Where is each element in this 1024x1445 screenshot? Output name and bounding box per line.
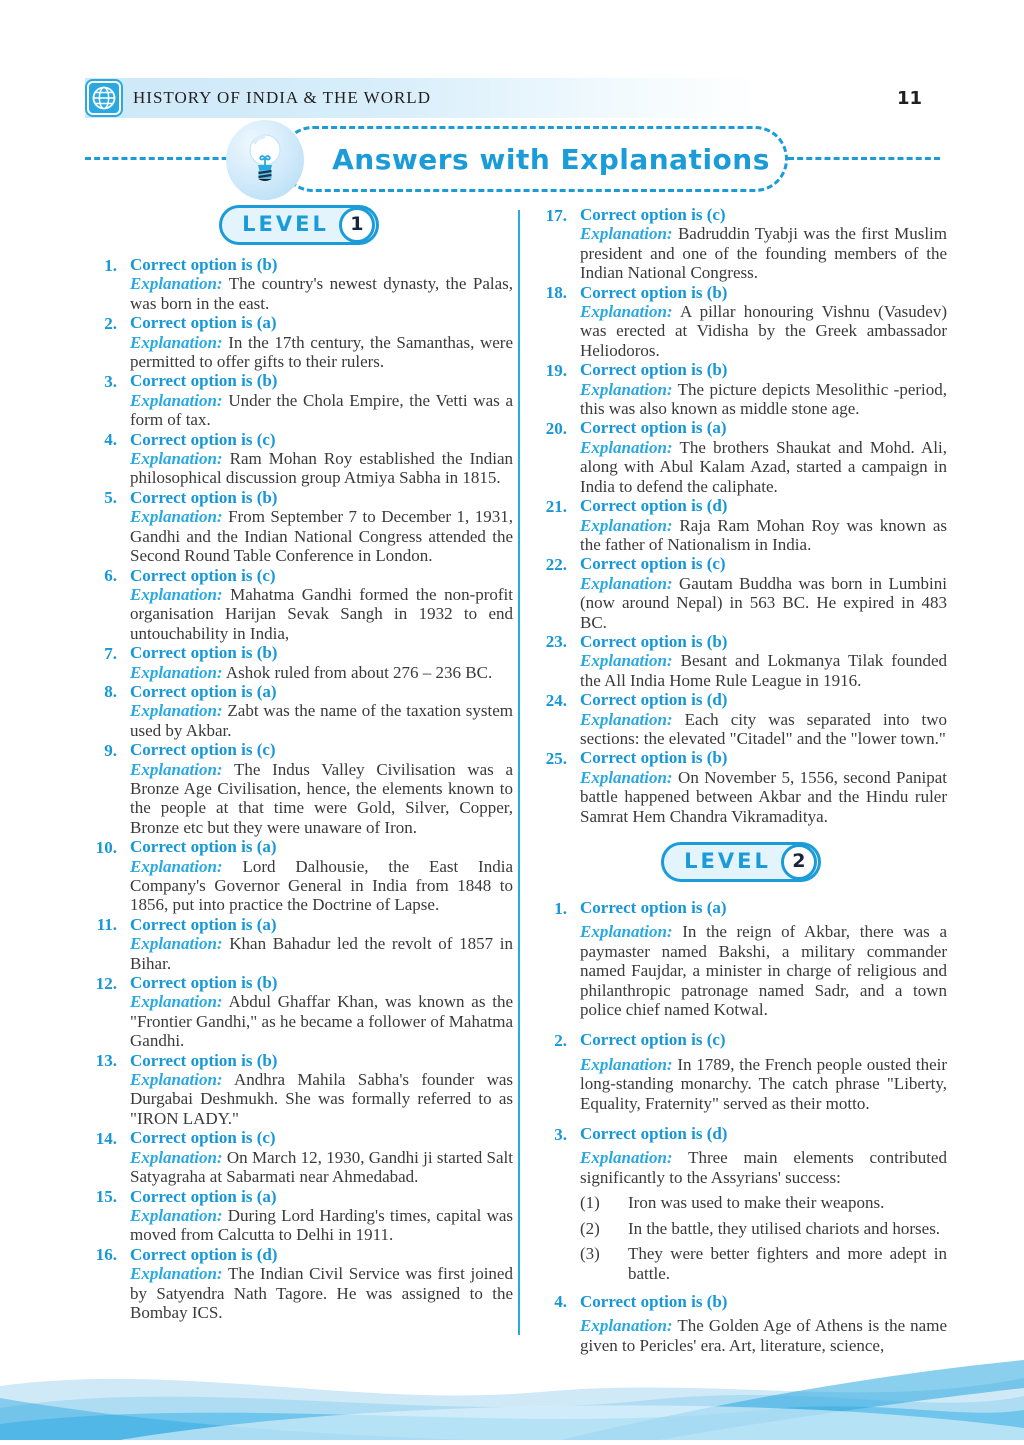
explanation-text: The Indus Valley Civilisation was a Bronze Age Civilisation, hence, the elements known to the people at that time were Gold, Silver, Copper, Bronze etc but they were unaware of Iron. xyxy=(130,759,513,837)
explanation-label: Explanation: xyxy=(130,390,223,410)
item-heading: Correct option is (b) xyxy=(580,1291,728,1311)
explanation-text: The country's newest dynasty, the Palas, was born in the east. xyxy=(130,274,513,313)
item-explanation xyxy=(130,585,513,643)
explanation-label: Explanation: xyxy=(580,709,673,729)
explanation-label: Explanation: xyxy=(130,274,223,294)
sub-point-text: They were better fighters and more adept in battle. xyxy=(628,1244,947,1283)
answer-item xyxy=(85,682,513,740)
answer-item xyxy=(535,554,947,632)
answer-item xyxy=(535,283,947,361)
item-number: 4. xyxy=(554,1292,567,1312)
item-explanation xyxy=(580,1148,947,1187)
answer-item xyxy=(85,1128,513,1186)
level-number-circle: 2 xyxy=(781,844,817,880)
item-explanation xyxy=(130,274,513,313)
explanation-label: Explanation: xyxy=(580,515,673,535)
level-number-circle: 1 xyxy=(339,207,375,243)
sub-point-marker: (3) xyxy=(580,1244,600,1264)
answer-item xyxy=(85,915,513,973)
level-1-badge xyxy=(85,205,513,245)
answers-list-level1-right xyxy=(535,205,947,826)
footer-wave-decoration xyxy=(0,1358,1024,1440)
item-explanation xyxy=(580,438,947,496)
explanation-text: The Golden Age of Athens is the name given to Pericles' era. Art, literature, science, xyxy=(580,1316,947,1355)
item-explanation xyxy=(130,934,513,973)
item-number: 7. xyxy=(104,643,117,663)
answer-item xyxy=(85,488,513,566)
explanation-text: Abdul Ghaffar Khan, was known as the "Frontier Gandhi," as he became a follower of Mahatma Gandhi. xyxy=(130,992,513,1051)
item-heading: Correct option is (b) xyxy=(580,631,728,651)
item-heading: Correct option is (c) xyxy=(130,1128,276,1148)
sub-point xyxy=(580,1219,947,1238)
explanation-text: Mahatma Gandhi formed the non-profit organisation Harijan Sevak Sangh in 1932 to end untouchability in India, xyxy=(130,584,513,643)
answer-item xyxy=(535,898,947,1021)
explanation-label: Explanation: xyxy=(580,437,673,457)
answer-item xyxy=(85,255,513,313)
answers-list-level1-left xyxy=(85,255,513,1322)
item-number: 12. xyxy=(95,973,117,993)
dashed-line-right xyxy=(788,157,940,160)
item-number: 4. xyxy=(104,430,117,450)
explanation-label: Explanation: xyxy=(130,934,223,954)
explanation-text: Ram Mohan Roy established the Indian philosophical discussion group Atmiya Sabha in 1815. xyxy=(130,449,514,488)
item-number: 8. xyxy=(104,682,117,702)
item-heading: Correct option is (a) xyxy=(130,914,277,934)
item-heading: Correct option is (a) xyxy=(130,313,277,333)
explanation-text: Gautam Buddha was born in Lumbini (now around Nepal) in 563 BC. He expired in 483 BC. xyxy=(580,573,947,632)
answer-item xyxy=(535,1030,947,1115)
item-explanation xyxy=(130,857,513,915)
item-heading: Correct option is (c) xyxy=(580,1030,726,1050)
item-number: 20. xyxy=(545,418,567,438)
level-label: LEVEL xyxy=(684,849,771,874)
answer-item xyxy=(85,371,513,429)
explanation-text: Each city was separated into two sections: the elevated "Citadel" and the "lower town." xyxy=(580,709,947,748)
item-explanation xyxy=(580,1055,947,1113)
page-number: 11 xyxy=(896,87,922,109)
item-explanation xyxy=(580,516,947,555)
item-heading: Correct option is (a) xyxy=(130,837,277,857)
explanation-text: A pillar honouring Vishnu (Vasudev) was erected at Vidisha by the Greek ambassador Heliodoros. xyxy=(580,302,948,360)
explanation-text: During Lord Harding's times, capital was moved from Calcutta to Delhi in 1911. xyxy=(130,1205,514,1245)
item-number: 17. xyxy=(545,205,567,225)
explanation-label: Explanation: xyxy=(130,759,223,779)
sub-point-marker: (2) xyxy=(580,1218,600,1238)
item-number: 3. xyxy=(554,1124,567,1144)
item-heading: Correct option is (b) xyxy=(130,973,278,993)
item-explanation xyxy=(580,302,947,360)
sub-point-text: Iron was used to make their weapons. xyxy=(628,1193,885,1213)
page-title: HISTORY OF INDIA & THE WORLD xyxy=(133,88,431,107)
explanation-label: Explanation: xyxy=(580,651,673,671)
explanation-label: Explanation: xyxy=(580,224,673,244)
explanation-text: Andhra Mahila Sabha's founder was Durgabai Deshmukh. She was formally referred to as "IRON LADY." xyxy=(130,1070,514,1128)
item-number: 11. xyxy=(96,915,117,935)
item-explanation xyxy=(130,1206,513,1245)
item-number: 1. xyxy=(554,898,567,918)
explanation-label: Explanation: xyxy=(130,332,223,352)
item-explanation xyxy=(130,333,513,372)
explanation-label: Explanation: xyxy=(580,1148,673,1168)
item-number: 25. xyxy=(545,748,567,768)
item-number: 1. xyxy=(104,255,117,275)
item-number: 22. xyxy=(545,554,567,574)
item-number: 15. xyxy=(95,1187,117,1206)
item-number: 21. xyxy=(545,496,567,516)
explanation-label: Explanation: xyxy=(130,992,223,1012)
item-explanation xyxy=(580,922,947,1019)
answer-item xyxy=(85,430,513,488)
item-heading: Correct option is (a) xyxy=(580,898,727,917)
explanation-label: Explanation: xyxy=(130,1205,223,1225)
item-heading: Correct option is (c) xyxy=(130,740,276,760)
explanation-text: On March 12, 1930, Gandhi ji started Salt Satyagraha at Sabarmati near Ahmedabad. xyxy=(130,1147,513,1187)
answer-item xyxy=(85,313,513,371)
answer-item xyxy=(85,740,513,837)
explanation-text: Badruddin Tyabji was the first Muslim president and one of the founding members of the Indian National Congress. xyxy=(580,224,947,283)
item-heading: Correct option is (b) xyxy=(130,1050,278,1070)
item-heading: Correct option is (b) xyxy=(580,360,728,380)
answer-item xyxy=(535,360,947,418)
item-heading: Correct option is (a) xyxy=(580,418,727,438)
explanation-text: Raja Ram Mohan Roy was known as the father of Nationalism in India. xyxy=(580,515,948,554)
answer-item xyxy=(535,690,947,748)
item-heading: Correct option is (b) xyxy=(130,487,278,507)
item-explanation xyxy=(130,1070,513,1128)
sub-point-list xyxy=(580,1193,947,1283)
explanation-label: Explanation: xyxy=(130,507,223,527)
answer-item xyxy=(535,418,947,496)
item-number: 2. xyxy=(104,313,117,333)
item-explanation xyxy=(580,710,947,749)
sub-point-marker: (1) xyxy=(580,1193,600,1213)
item-explanation xyxy=(130,391,513,430)
item-explanation xyxy=(130,663,513,682)
item-number: 9. xyxy=(104,740,117,760)
explanation-text: In the 17th century, the Samanthas, were permitted to offer gifts to their rulers. xyxy=(130,332,513,372)
item-explanation xyxy=(130,1264,513,1322)
answer-item xyxy=(85,973,513,1051)
item-explanation xyxy=(580,651,947,690)
explanation-label: Explanation: xyxy=(130,1264,223,1284)
column-divider xyxy=(518,210,520,1335)
item-number: 18. xyxy=(545,283,567,303)
item-heading: Correct option is (b) xyxy=(130,255,278,274)
item-explanation xyxy=(130,507,513,565)
item-heading: Correct option is (d) xyxy=(130,1244,278,1264)
item-explanation xyxy=(130,992,513,1050)
answer-item xyxy=(535,632,947,690)
answer-item xyxy=(85,1245,513,1323)
explanation-text: Three main elements contributed significantly to the Assyrians' success: xyxy=(580,1148,947,1187)
explanation-label: Explanation: xyxy=(130,662,223,682)
item-explanation xyxy=(580,574,947,632)
sub-point-text: In the battle, they utilised chariots and horses. xyxy=(628,1218,941,1238)
item-number: 13. xyxy=(95,1051,117,1071)
explanation-text: In 1789, the French people ousted their long-standing monarchy. The catch phrase "Liberty, Equality, Fraternity" served as their motto. xyxy=(580,1054,948,1113)
item-number: 5. xyxy=(104,488,117,508)
item-heading: Correct option is (b) xyxy=(130,643,278,663)
item-number: 16. xyxy=(95,1245,117,1265)
explanation-text: Khan Bahadur led the revolt of 1857 in Bihar. xyxy=(130,934,513,973)
explanation-label: Explanation: xyxy=(580,1054,673,1074)
item-number: 23. xyxy=(545,632,567,652)
level-2-badge xyxy=(535,842,947,882)
item-explanation xyxy=(580,1316,947,1355)
explanation-label: Explanation: xyxy=(580,302,673,322)
item-heading: Correct option is (b) xyxy=(580,748,728,768)
explanation-text: The picture depicts Mesolithic -period, this was also known as middle stone age. xyxy=(580,379,947,419)
answers-banner xyxy=(0,124,1024,196)
explanation-label: Explanation: xyxy=(130,1070,223,1090)
item-heading: Correct option is (a) xyxy=(130,681,277,701)
explanation-label: Explanation: xyxy=(130,449,223,469)
banner-title: Answers with Explanations xyxy=(332,142,770,176)
explanation-text: From September 7 to December 1, 1931, Gandhi and the Indian National Congress attended the Second Round Table Conference in London. xyxy=(130,507,514,566)
explanation-text: Lord Dalhousie, the East India Company's Governor General in India from 1848 to 1856, put into practice the Doctrine of Lapse. xyxy=(130,856,513,915)
answer-item xyxy=(85,1051,513,1129)
sub-point xyxy=(580,1244,947,1283)
item-heading: Correct option is (d) xyxy=(580,690,728,710)
item-heading: Correct option is (a) xyxy=(130,1186,277,1206)
item-explanation xyxy=(580,224,947,282)
item-explanation xyxy=(580,380,947,419)
answer-item xyxy=(535,205,947,283)
explanation-label: Explanation: xyxy=(130,584,223,604)
item-explanation xyxy=(130,760,513,838)
item-heading: Correct option is (c) xyxy=(130,429,276,449)
banner-box xyxy=(280,126,788,192)
explanation-text: The brothers Shaukat and Mohd. Ali, along with Abul Kalam Azad, started a campaign in India to defend the caliphate. xyxy=(580,437,947,496)
item-number: 14. xyxy=(95,1128,117,1148)
item-heading: Correct option is (b) xyxy=(580,282,728,302)
answer-item xyxy=(85,837,513,915)
header-bar xyxy=(85,78,950,118)
explanation-label: Explanation: xyxy=(580,1316,673,1336)
level-label: LEVEL xyxy=(242,212,329,237)
explanation-label: Explanation: xyxy=(130,1147,223,1167)
column-left xyxy=(85,205,513,1322)
explanation-text: Besant and Lokmanya Tilak founded the All India Home Rule League in 1916. xyxy=(580,651,947,690)
explanation-label: Explanation: xyxy=(580,573,673,593)
item-explanation xyxy=(130,449,513,488)
answer-item xyxy=(85,1187,513,1245)
lightbulb-icon xyxy=(226,120,304,200)
explanation-text: Zabt was the name of the taxation system used by Akbar. xyxy=(130,701,514,740)
item-number: 24. xyxy=(545,690,567,710)
globe-icon xyxy=(85,79,123,117)
item-heading: Correct option is (d) xyxy=(580,496,728,516)
item-explanation xyxy=(130,1148,513,1187)
answer-item xyxy=(535,748,947,826)
explanation-text: On November 5, 1556, second Panipat battle happened between Akbar and the Hindu ruler Samrat Hem Chandra Vikramaditya. xyxy=(580,767,948,826)
explanation-label: Explanation: xyxy=(580,767,673,787)
item-heading: Correct option is (c) xyxy=(580,205,726,224)
item-heading: Correct option is (c) xyxy=(580,554,726,574)
answer-item xyxy=(85,566,513,644)
answer-item xyxy=(535,496,947,554)
item-number: 19. xyxy=(545,360,567,380)
item-heading: Correct option is (c) xyxy=(130,565,276,585)
item-heading: Correct option is (d) xyxy=(580,1124,728,1144)
answer-item xyxy=(535,1292,947,1357)
explanation-text: Ashok ruled from about 276 – 236 BC. xyxy=(225,662,493,682)
item-number: 10. xyxy=(95,837,117,857)
item-explanation xyxy=(580,768,947,826)
item-heading: Correct option is (b) xyxy=(130,371,278,391)
sub-point xyxy=(580,1193,947,1212)
explanation-text: The Indian Civil Service was first joined by Satyendra Nath Tagore. He was assigned to the Bombay ICS. xyxy=(130,1264,513,1322)
explanation-text: Under the Chola Empire, the Vetti was a form of tax. xyxy=(130,390,514,430)
item-number: 2. xyxy=(554,1030,567,1050)
column-right xyxy=(535,205,947,1366)
item-explanation xyxy=(130,701,513,740)
answer-item xyxy=(535,1124,947,1283)
item-number: 6. xyxy=(104,566,117,585)
explanation-label: Explanation: xyxy=(130,701,223,721)
item-number: 3. xyxy=(104,371,117,391)
explanation-text: In the reign of Akbar, there was a paymaster named Bakshi, a military commander named Faujdar, a minister in charge of religious and philanthropic patronage named Sadr, and a town police chief named Kotwal. xyxy=(580,922,948,1020)
answers-list-level2 xyxy=(535,898,947,1357)
explanation-label: Explanation: xyxy=(580,922,673,942)
explanation-label: Explanation: xyxy=(130,856,223,876)
answer-item xyxy=(85,643,513,682)
explanation-label: Explanation: xyxy=(580,379,673,399)
